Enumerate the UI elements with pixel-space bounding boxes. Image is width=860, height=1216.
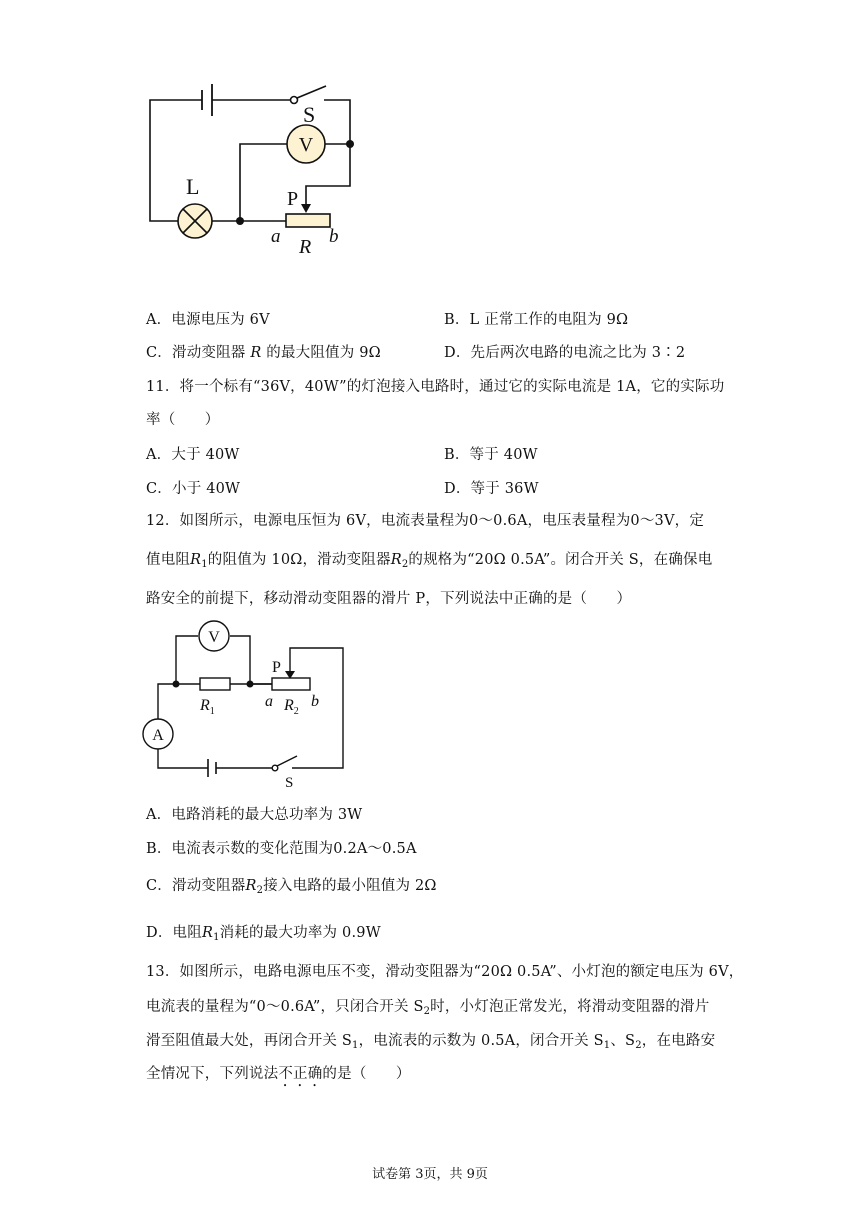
q13-l2b: 时，小灯泡正常发光，将滑动变阻器的滑片 [430, 999, 710, 1015]
q11-option-a[interactable]: A．大于 40W [146, 447, 240, 463]
q10-option-c-var: R [250, 345, 262, 361]
label-s2: S [285, 775, 294, 788]
q10-option-b[interactable]: B．L 正常工作的电阻为 9Ω [444, 312, 629, 328]
q11-option-d[interactable]: D．等于 36W [444, 481, 539, 497]
label-v: V [298, 134, 314, 156]
q13-l3s2: 1 [603, 1040, 611, 1051]
q13-l3a: 滑至阻值最大处，再闭合开关 S [146, 1033, 353, 1049]
q12-line2-b: 的阻值为 10Ω，滑动变阻器 [207, 552, 391, 568]
label-a2: a [265, 693, 273, 710]
resistor-r1-icon [200, 678, 230, 690]
q11-option-b[interactable]: B．等于 40W [444, 447, 538, 463]
q12-d-sub: 1 [213, 932, 220, 943]
q13-l3c: 、S [610, 1033, 636, 1049]
label-r1: $R_1$ [200, 697, 215, 717]
q12-option-b[interactable]: B．电流表示数的变化范围为0.2A～0.5A [146, 841, 417, 857]
q10-option-d[interactable]: D．先后两次电路的电流之比为 3∶2 [444, 345, 686, 361]
label-s: S [303, 102, 316, 127]
q13-l3d: ，在电路安 [641, 1033, 716, 1049]
q13-l3b: ，电流表的示数为 0.5A，闭合开关 S [358, 1033, 604, 1049]
q13-l3s3: 2 [635, 1040, 642, 1051]
label-a-ammeter: A [152, 727, 164, 744]
q11-option-c[interactable]: C．小于 40W [146, 481, 241, 497]
q13-l4a: 全情况下，下列说法 [146, 1066, 279, 1082]
r2-var: R [390, 552, 402, 568]
q12-option-c[interactable] [146, 877, 437, 900]
q10-option-c-post: 的最大阻值为 9Ω [261, 345, 381, 361]
q11-stem-line1: 11．将一个标有“36V，40W”的灯泡接入电路时，通过它的实际电流是 1A，它的实际功 [146, 379, 725, 395]
q13-l4b: 的是（ ） [322, 1066, 411, 1082]
q12-line2-c: 的规格为“20Ω 0.5A”。闭合开关 S，在确保电 [408, 552, 713, 568]
q13-l2sub: 2 [423, 1006, 431, 1017]
q13-l2a: 电流表的量程为“0～0.6A”，只闭合开关 S [146, 999, 424, 1015]
q10-option-a[interactable]: A．电源电压为 6V [146, 312, 270, 328]
r1-var: R [190, 552, 202, 568]
q13-stem-line3 [146, 1032, 715, 1055]
q12-line2-a: 值电阻 [146, 552, 191, 568]
q13-emphasis: 不正确 [278, 1066, 323, 1082]
label-p: P [287, 188, 299, 210]
r2-sub: 2 [401, 559, 409, 570]
q12-d-post: 消耗的最大功率为 0.9W [219, 925, 381, 941]
q13-stem-line4 [146, 1065, 411, 1090]
q12-d-pre: D．电阻 [146, 925, 202, 941]
q13-stem-line1: 13．如图所示，电路电源电压不变，滑动变阻器为“20Ω 0.5A”、小灯泡的额定电压为 6V， [146, 964, 744, 980]
q13-stem-line2 [146, 998, 709, 1021]
q12-c-sub: 2 [256, 885, 264, 896]
label-b2: b [311, 693, 319, 710]
label-r: R [299, 236, 312, 258]
label-a: a [271, 226, 281, 247]
label-v2: V [208, 629, 220, 646]
q12-c-var: R [245, 878, 257, 894]
q12-c-pre: C．滑动变阻器 [146, 878, 246, 894]
page-footer: 试卷第 3页，共 9页 [372, 1167, 488, 1182]
q12-d-var: R [201, 925, 214, 941]
r1-sub: 1 [201, 559, 208, 570]
label-r2: $R_2$ [284, 697, 299, 717]
q12-c-post: 接入电路的最小阻值为 2Ω [263, 878, 437, 894]
circuit-diagram-1 [140, 78, 380, 263]
q12-stem-line1: 12．如图所示，电源电压恒为 6V，电流表量程为0～0.6A，电压表量程为0～3V，定 [146, 513, 705, 529]
lamp-icon [178, 204, 212, 238]
label-p2: P [272, 659, 281, 676]
label-l: L [186, 174, 200, 199]
circuit-diagram-2 [140, 616, 355, 788]
rheostat-icon [286, 214, 330, 227]
q11-stem-line2: 率（ ） [146, 412, 220, 428]
label-b: b [329, 226, 339, 247]
q12-stem-line2 [146, 551, 712, 574]
q12-option-a[interactable]: A．电路消耗的最大总功率为 3W [146, 807, 363, 823]
q10-option-c-pre: C．滑动变阻器 [146, 345, 251, 361]
q10-option-c[interactable] [146, 344, 381, 362]
q12-stem-line3: 路安全的前提下，移动滑动变阻器的滑片 P，下列说法中正确的是（ ） [146, 591, 632, 607]
q12-option-d[interactable] [146, 924, 381, 947]
q13-l3s1: 1 [352, 1040, 359, 1051]
rheostat-r2-icon [272, 678, 310, 690]
